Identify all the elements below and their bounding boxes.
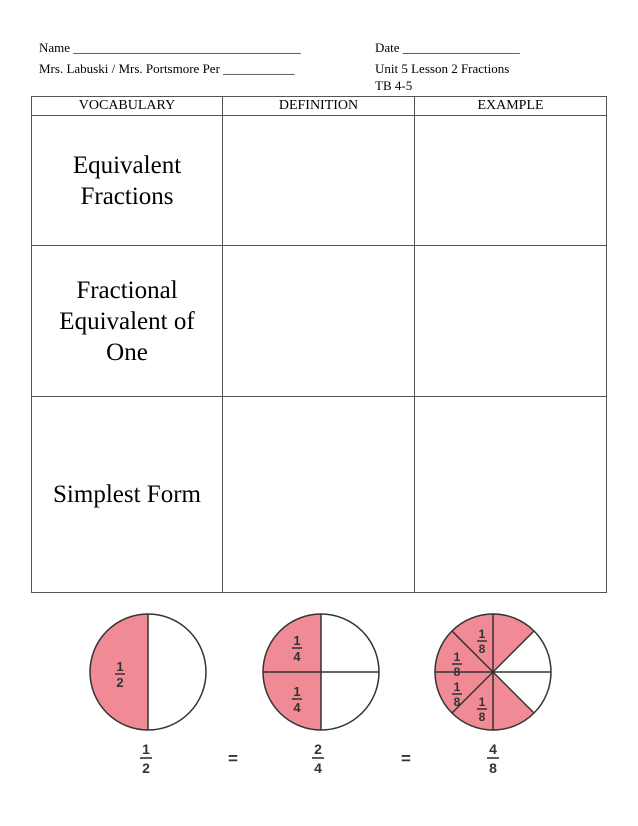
numerator: 1 <box>116 659 124 674</box>
vocabulary-cell <box>32 116 223 246</box>
numerator: 4 <box>489 741 497 757</box>
table-header-row <box>32 97 607 116</box>
numerator: 1 <box>293 684 301 699</box>
name-line: Name ___________________________________ <box>39 40 301 55</box>
denominator: 2 <box>116 675 124 690</box>
teacher-line: Mrs. Labuski / Mrs. Portsmore Per ___________ <box>39 61 295 76</box>
equation-fraction-two-fourths <box>312 741 324 776</box>
vocabulary-table <box>31 96 607 593</box>
example-cell[interactable] <box>415 116 607 246</box>
numerator: 1 <box>478 627 486 641</box>
half-circle <box>90 614 206 730</box>
denominator: 4 <box>293 700 301 715</box>
shaded-eighth-top-right <box>493 614 534 672</box>
denominator: 8 <box>478 642 486 656</box>
equals-sign: = <box>228 749 238 768</box>
equation-fraction-one-half <box>140 741 152 776</box>
definition-cell[interactable] <box>223 116 415 246</box>
denominator: 8 <box>453 665 461 679</box>
label-one-half <box>115 659 125 690</box>
vocabulary-term: Fractional Equivalent of One <box>59 276 195 366</box>
denominator: 8 <box>489 760 497 776</box>
date-line: Date __________________ <box>375 40 520 55</box>
denominator: 4 <box>293 649 301 664</box>
equivalent-fractions-figure <box>75 608 565 783</box>
column-header-definition: DEFINITION <box>223 97 415 116</box>
quarters-circle <box>263 614 379 730</box>
eighths-circle <box>435 614 551 730</box>
vocabulary-term: Simplest Form <box>53 481 201 508</box>
table-row <box>32 397 607 593</box>
table-row <box>32 116 607 246</box>
label-one-fourth <box>292 684 302 715</box>
equals-sign: = <box>401 749 411 768</box>
vocabulary-term: Equivalent Fractions <box>72 151 182 210</box>
lesson-line: Unit 5 Lesson 2 Fractions <box>375 61 510 76</box>
numerator: 1 <box>453 650 461 664</box>
numerator: 2 <box>314 741 322 757</box>
denominator: 4 <box>314 760 322 776</box>
table-row <box>32 246 607 397</box>
example-cell[interactable] <box>415 397 607 593</box>
denominator: 2 <box>142 760 150 776</box>
example-cell[interactable] <box>415 246 607 397</box>
numerator: 1 <box>453 680 461 694</box>
label-one-fourth <box>292 633 302 664</box>
numerator: 1 <box>142 741 150 757</box>
equation <box>140 741 499 776</box>
vocabulary-cell <box>32 246 223 397</box>
book-line: TB 4-5 <box>375 78 413 93</box>
equation-fraction-four-eighths <box>487 741 499 776</box>
vocabulary-cell <box>32 397 223 593</box>
column-header-example: EXAMPLE <box>415 97 607 116</box>
numerator: 1 <box>478 695 486 709</box>
shaded-eighth-bottom-right <box>493 672 534 730</box>
definition-cell[interactable] <box>223 397 415 593</box>
definition-cell[interactable] <box>223 246 415 397</box>
denominator: 8 <box>453 695 461 709</box>
column-header-vocabulary: VOCABULARY <box>32 97 223 116</box>
denominator: 8 <box>478 710 486 724</box>
numerator: 1 <box>293 633 301 648</box>
